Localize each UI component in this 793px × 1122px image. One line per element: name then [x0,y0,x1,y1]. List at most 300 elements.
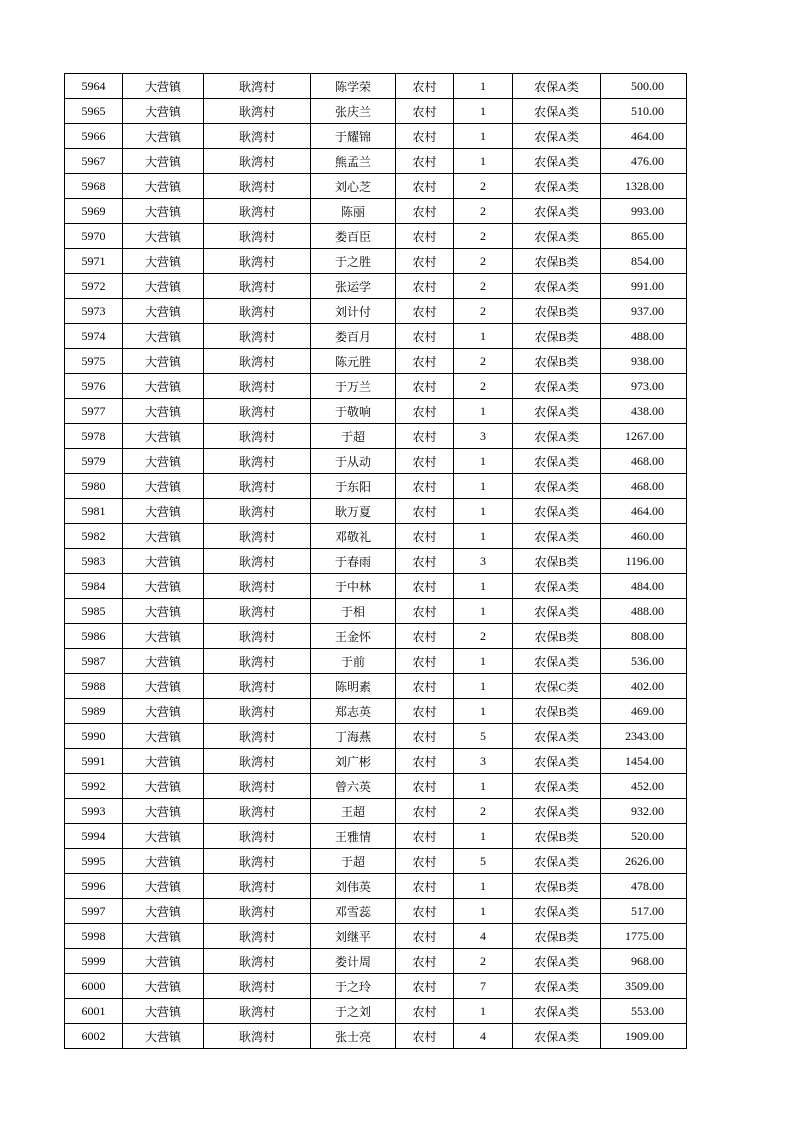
cell-town: 大营镇 [123,574,204,599]
cell-amount: 464.00 [601,499,687,524]
cell-count: 1 [454,649,513,674]
table-row [65,349,687,374]
cell-village: 耿湾村 [204,299,311,324]
cell-category: 农村 [396,849,454,874]
cell-name: 邓敬礼 [311,524,396,549]
cell-category: 农村 [396,424,454,449]
table-row [65,424,687,449]
cell-id: 5974 [65,324,123,349]
table-row [65,474,687,499]
cell-type: 农保A类 [513,974,601,999]
cell-town: 大营镇 [123,699,204,724]
cell-name: 曾六英 [311,774,396,799]
cell-village: 耿湾村 [204,149,311,174]
cell-amount: 553.00 [601,999,687,1024]
cell-village: 耿湾村 [204,1024,311,1049]
cell-town: 大营镇 [123,524,204,549]
cell-count: 1 [454,774,513,799]
cell-town: 大营镇 [123,274,204,299]
cell-amount: 2626.00 [601,849,687,874]
cell-count: 1 [454,399,513,424]
cell-id: 6000 [65,974,123,999]
cell-amount: 968.00 [601,949,687,974]
cell-count: 1 [454,874,513,899]
cell-amount: 468.00 [601,449,687,474]
table-body [65,74,687,1049]
cell-id: 5992 [65,774,123,799]
cell-category: 农村 [396,524,454,549]
table-row [65,99,687,124]
cell-name: 邓雪蕊 [311,899,396,924]
cell-count: 2 [454,299,513,324]
cell-id: 5987 [65,649,123,674]
cell-category: 农村 [396,224,454,249]
cell-count: 4 [454,924,513,949]
cell-town: 大营镇 [123,124,204,149]
cell-count: 2 [454,624,513,649]
cell-town: 大营镇 [123,549,204,574]
cell-category: 农村 [396,699,454,724]
cell-category: 农村 [396,349,454,374]
cell-name: 于耀锦 [311,124,396,149]
cell-village: 耿湾村 [204,524,311,549]
table-row [65,324,687,349]
cell-town: 大营镇 [123,974,204,999]
cell-count: 4 [454,1024,513,1049]
table-row [65,849,687,874]
cell-type: 农保A类 [513,374,601,399]
cell-village: 耿湾村 [204,424,311,449]
cell-amount: 469.00 [601,699,687,724]
cell-count: 1 [454,599,513,624]
cell-village: 耿湾村 [204,674,311,699]
cell-name: 刘广彬 [311,749,396,774]
cell-category: 农村 [396,174,454,199]
cell-id: 5984 [65,574,123,599]
cell-amount: 510.00 [601,99,687,124]
cell-amount: 520.00 [601,824,687,849]
cell-name: 陈元胜 [311,349,396,374]
cell-town: 大营镇 [123,824,204,849]
cell-type: 农保A类 [513,524,601,549]
cell-type: 农保A类 [513,749,601,774]
cell-village: 耿湾村 [204,74,311,99]
cell-amount: 468.00 [601,474,687,499]
cell-type: 农保A类 [513,649,601,674]
cell-id: 5972 [65,274,123,299]
cell-village: 耿湾村 [204,324,311,349]
cell-id: 5993 [65,799,123,824]
cell-category: 农村 [396,299,454,324]
cell-category: 农村 [396,274,454,299]
cell-village: 耿湾村 [204,574,311,599]
table-row [65,624,687,649]
cell-town: 大营镇 [123,1024,204,1049]
cell-village: 耿湾村 [204,374,311,399]
cell-name: 王金怀 [311,624,396,649]
cell-village: 耿湾村 [204,249,311,274]
cell-count: 1 [454,324,513,349]
cell-type: 农保A类 [513,474,601,499]
cell-count: 1 [454,99,513,124]
cell-village: 耿湾村 [204,449,311,474]
cell-id: 5979 [65,449,123,474]
cell-category: 农村 [396,649,454,674]
cell-id: 5968 [65,174,123,199]
cell-category: 农村 [396,449,454,474]
cell-amount: 854.00 [601,249,687,274]
cell-town: 大营镇 [123,374,204,399]
cell-name: 于敬响 [311,399,396,424]
cell-amount: 2343.00 [601,724,687,749]
cell-count: 2 [454,249,513,274]
cell-village: 耿湾村 [204,599,311,624]
cell-type: 农保B类 [513,299,601,324]
table-row [65,574,687,599]
table-row [65,1024,687,1049]
cell-type: 农保A类 [513,849,601,874]
cell-category: 农村 [396,124,454,149]
cell-type: 农保A类 [513,724,601,749]
cell-id: 5985 [65,599,123,624]
cell-town: 大营镇 [123,949,204,974]
cell-village: 耿湾村 [204,474,311,499]
cell-village: 耿湾村 [204,849,311,874]
cell-village: 耿湾村 [204,699,311,724]
cell-category: 农村 [396,624,454,649]
cell-category: 农村 [396,1024,454,1049]
cell-name: 娄百臣 [311,224,396,249]
cell-amount: 517.00 [601,899,687,924]
table-row [65,699,687,724]
cell-town: 大营镇 [123,399,204,424]
cell-town: 大营镇 [123,674,204,699]
cell-category: 农村 [396,674,454,699]
cell-village: 耿湾村 [204,199,311,224]
cell-id: 5996 [65,874,123,899]
cell-count: 1 [454,899,513,924]
cell-town: 大营镇 [123,899,204,924]
cell-count: 7 [454,974,513,999]
cell-category: 农村 [396,99,454,124]
cell-category: 农村 [396,549,454,574]
cell-count: 1 [454,699,513,724]
cell-name: 王雅情 [311,824,396,849]
cell-type: 农保C类 [513,674,601,699]
cell-amount: 991.00 [601,274,687,299]
cell-town: 大营镇 [123,474,204,499]
cell-village: 耿湾村 [204,899,311,924]
cell-type: 农保A类 [513,149,601,174]
cell-count: 2 [454,799,513,824]
table-row [65,524,687,549]
cell-id: 5971 [65,249,123,274]
cell-village: 耿湾村 [204,399,311,424]
table-row [65,299,687,324]
cell-type: 农保A类 [513,999,601,1024]
table-row [65,899,687,924]
table-row [65,549,687,574]
cell-id: 5969 [65,199,123,224]
cell-type: 农保A类 [513,1024,601,1049]
cell-amount: 478.00 [601,874,687,899]
cell-amount: 938.00 [601,349,687,374]
cell-category: 农村 [396,374,454,399]
cell-category: 农村 [396,799,454,824]
cell-village: 耿湾村 [204,124,311,149]
cell-id: 5964 [65,74,123,99]
cell-town: 大营镇 [123,624,204,649]
table-row [65,874,687,899]
cell-name: 陈明素 [311,674,396,699]
table-row [65,999,687,1024]
cell-name: 于前 [311,649,396,674]
cell-amount: 1454.00 [601,749,687,774]
cell-category: 农村 [396,599,454,624]
cell-village: 耿湾村 [204,749,311,774]
cell-id: 5976 [65,374,123,399]
table-row [65,774,687,799]
cell-id: 5965 [65,99,123,124]
table-row [65,174,687,199]
cell-type: 农保A类 [513,99,601,124]
table-row [65,249,687,274]
cell-amount: 476.00 [601,149,687,174]
cell-count: 3 [454,549,513,574]
cell-category: 农村 [396,199,454,224]
cell-town: 大营镇 [123,799,204,824]
cell-id: 5995 [65,849,123,874]
cell-village: 耿湾村 [204,649,311,674]
cell-category: 农村 [396,324,454,349]
cell-name: 陈学荣 [311,74,396,99]
cell-type: 农保A类 [513,799,601,824]
cell-amount: 3509.00 [601,974,687,999]
cell-name: 耿万夏 [311,499,396,524]
cell-village: 耿湾村 [204,174,311,199]
cell-type: 农保A类 [513,274,601,299]
table-row [65,649,687,674]
table-row [65,924,687,949]
cell-category: 农村 [396,724,454,749]
cell-id: 5991 [65,749,123,774]
cell-town: 大营镇 [123,299,204,324]
cell-count: 1 [454,74,513,99]
cell-id: 5983 [65,549,123,574]
cell-id: 5975 [65,349,123,374]
cell-type: 农保A类 [513,74,601,99]
cell-village: 耿湾村 [204,624,311,649]
cell-id: 6001 [65,999,123,1024]
cell-name: 刘继平 [311,924,396,949]
cell-town: 大营镇 [123,174,204,199]
cell-town: 大营镇 [123,349,204,374]
cell-count: 2 [454,174,513,199]
cell-town: 大营镇 [123,874,204,899]
cell-type: 农保A类 [513,499,601,524]
cell-name: 张士亮 [311,1024,396,1049]
cell-count: 1 [454,574,513,599]
cell-category: 农村 [396,399,454,424]
table-row [65,224,687,249]
cell-type: 农保A类 [513,199,601,224]
cell-name: 陈丽 [311,199,396,224]
cell-name: 张运学 [311,274,396,299]
cell-amount: 452.00 [601,774,687,799]
cell-town: 大营镇 [123,599,204,624]
cell-type: 农保B类 [513,349,601,374]
table-row [65,124,687,149]
cell-village: 耿湾村 [204,999,311,1024]
cell-town: 大营镇 [123,449,204,474]
cell-amount: 973.00 [601,374,687,399]
cell-amount: 1328.00 [601,174,687,199]
cell-category: 农村 [396,474,454,499]
cell-village: 耿湾村 [204,224,311,249]
table-row [65,449,687,474]
cell-type: 农保A类 [513,424,601,449]
cell-count: 1 [454,124,513,149]
cell-amount: 488.00 [601,599,687,624]
cell-category: 农村 [396,949,454,974]
cell-category: 农村 [396,924,454,949]
cell-id: 5980 [65,474,123,499]
cell-category: 农村 [396,574,454,599]
cell-town: 大营镇 [123,749,204,774]
cell-amount: 993.00 [601,199,687,224]
benefits-table [64,73,687,1049]
cell-count: 2 [454,349,513,374]
cell-amount: 1909.00 [601,1024,687,1049]
cell-village: 耿湾村 [204,274,311,299]
cell-village: 耿湾村 [204,774,311,799]
cell-name: 刘伟英 [311,874,396,899]
cell-name: 娄计周 [311,949,396,974]
cell-amount: 536.00 [601,649,687,674]
table-row [65,74,687,99]
cell-town: 大营镇 [123,424,204,449]
cell-id: 5978 [65,424,123,449]
cell-type: 农保A类 [513,899,601,924]
cell-amount: 932.00 [601,799,687,824]
cell-town: 大营镇 [123,149,204,174]
cell-category: 农村 [396,74,454,99]
cell-name: 于之胜 [311,249,396,274]
cell-name: 于相 [311,599,396,624]
cell-name: 刘计付 [311,299,396,324]
cell-type: 农保B类 [513,249,601,274]
table-row [65,749,687,774]
cell-type: 农保A类 [513,399,601,424]
cell-id: 5977 [65,399,123,424]
cell-category: 农村 [396,249,454,274]
cell-name: 刘心芝 [311,174,396,199]
cell-id: 5994 [65,824,123,849]
table-row [65,599,687,624]
cell-town: 大营镇 [123,849,204,874]
cell-type: 农保B类 [513,824,601,849]
cell-count: 3 [454,424,513,449]
cell-count: 3 [454,749,513,774]
cell-count: 2 [454,199,513,224]
cell-name: 郑志英 [311,699,396,724]
cell-village: 耿湾村 [204,924,311,949]
cell-count: 1 [454,824,513,849]
cell-amount: 937.00 [601,299,687,324]
cell-village: 耿湾村 [204,499,311,524]
cell-name: 熊孟兰 [311,149,396,174]
cell-category: 农村 [396,499,454,524]
cell-count: 1 [454,449,513,474]
cell-village: 耿湾村 [204,549,311,574]
cell-id: 5981 [65,499,123,524]
cell-type: 农保A类 [513,599,601,624]
cell-name: 张庆兰 [311,99,396,124]
cell-town: 大营镇 [123,99,204,124]
cell-name: 于东阳 [311,474,396,499]
cell-town: 大营镇 [123,649,204,674]
cell-count: 1 [454,674,513,699]
cell-village: 耿湾村 [204,724,311,749]
cell-type: 农保A类 [513,774,601,799]
cell-name: 于从动 [311,449,396,474]
cell-amount: 460.00 [601,524,687,549]
cell-count: 2 [454,949,513,974]
table-row [65,149,687,174]
table-row [65,399,687,424]
cell-category: 农村 [396,824,454,849]
cell-amount: 488.00 [601,324,687,349]
cell-id: 5982 [65,524,123,549]
cell-id: 5967 [65,149,123,174]
cell-type: 农保B类 [513,699,601,724]
cell-category: 农村 [396,974,454,999]
cell-id: 5988 [65,674,123,699]
cell-town: 大营镇 [123,924,204,949]
cell-category: 农村 [396,149,454,174]
table-row [65,949,687,974]
cell-id: 6002 [65,1024,123,1049]
cell-type: 农保B类 [513,549,601,574]
cell-town: 大营镇 [123,199,204,224]
cell-id: 5989 [65,699,123,724]
cell-village: 耿湾村 [204,974,311,999]
cell-amount: 1196.00 [601,549,687,574]
cell-count: 1 [454,149,513,174]
cell-id: 5997 [65,899,123,924]
cell-town: 大营镇 [123,74,204,99]
cell-village: 耿湾村 [204,874,311,899]
cell-type: 农保B类 [513,874,601,899]
cell-village: 耿湾村 [204,99,311,124]
cell-name: 于超 [311,849,396,874]
cell-amount: 402.00 [601,674,687,699]
cell-id: 5986 [65,624,123,649]
cell-village: 耿湾村 [204,949,311,974]
cell-village: 耿湾村 [204,824,311,849]
table-row [65,199,687,224]
cell-id: 5999 [65,949,123,974]
cell-name: 于之刘 [311,999,396,1024]
cell-count: 2 [454,274,513,299]
table-row [65,724,687,749]
cell-name: 丁海燕 [311,724,396,749]
cell-type: 农保A类 [513,449,601,474]
cell-town: 大营镇 [123,999,204,1024]
cell-type: 农保B类 [513,924,601,949]
cell-type: 农保B类 [513,624,601,649]
cell-amount: 464.00 [601,124,687,149]
